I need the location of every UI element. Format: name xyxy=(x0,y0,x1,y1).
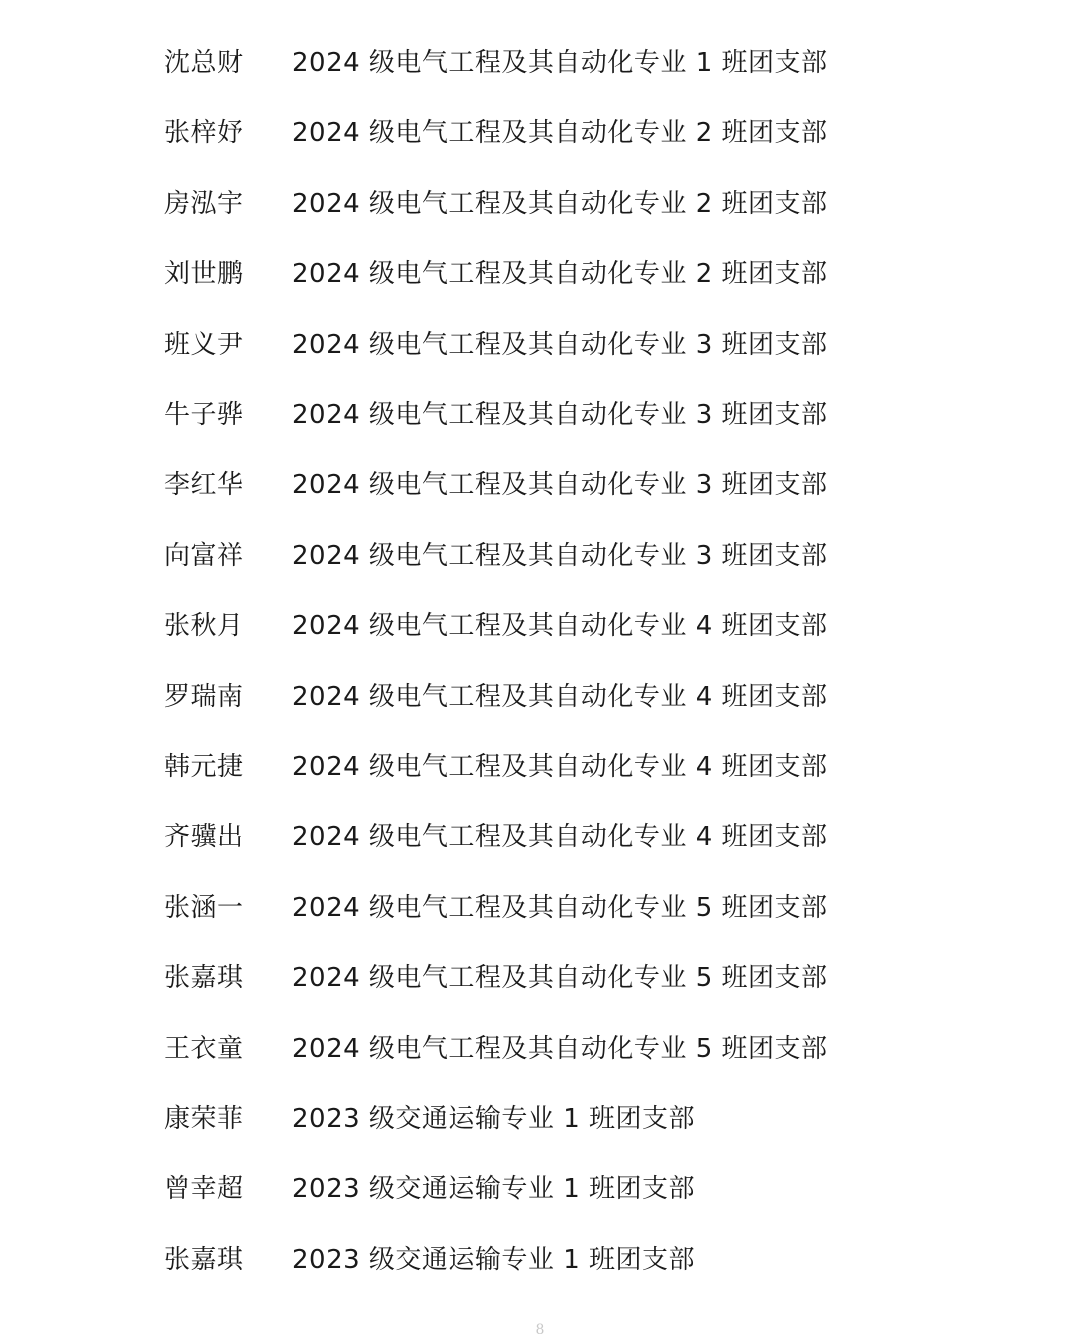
league-branch: 2024 级电气工程及其自动化专业 5 班团支部 xyxy=(292,963,828,994)
member-name: 牛子骅 xyxy=(164,400,244,430)
roster-row xyxy=(0,1014,1080,1084)
roster-row xyxy=(0,591,1080,661)
member-name: 房泓宇 xyxy=(164,188,244,219)
roster-row xyxy=(0,450,1080,520)
member-name: 康荣菲 xyxy=(164,1104,244,1134)
league-branch: 2023 级交通运输专业 1 班团支部 xyxy=(292,1244,696,1275)
member-name: 王衣童 xyxy=(164,1033,244,1064)
league-branch: 2024 级电气工程及其自动化专业 4 班团支部 xyxy=(292,752,828,782)
league-branch: 2024 级电气工程及其自动化专业 5 班团支部 xyxy=(292,1033,828,1064)
league-branch: 2024 级电气工程及其自动化专业 2 班团支部 xyxy=(292,118,828,149)
league-branch: 2024 级电气工程及其自动化专业 4 班团支部 xyxy=(292,822,828,853)
roster-row xyxy=(0,732,1080,802)
league-branch: 2024 级电气工程及其自动化专业 3 班团支部 xyxy=(292,470,828,501)
league-branch: 2024 级电气工程及其自动化专业 1 班团支部 xyxy=(292,48,828,78)
roster-row xyxy=(0,662,1080,732)
member-name: 张梓妤 xyxy=(164,118,244,149)
member-name: 张涵一 xyxy=(164,892,244,923)
member-name: 张秋月 xyxy=(164,611,244,642)
league-branch: 2024 级电气工程及其自动化专业 3 班团支部 xyxy=(292,400,828,430)
league-branch: 2024 级电气工程及其自动化专业 4 班团支部 xyxy=(292,681,828,712)
league-branch: 2024 级电气工程及其自动化专业 2 班团支部 xyxy=(292,259,828,290)
league-branch: 2024 级电气工程及其自动化专业 4 班团支部 xyxy=(292,611,828,642)
member-name: 刘世鹏 xyxy=(164,259,244,290)
member-name: 李红华 xyxy=(164,470,244,501)
roster-row xyxy=(0,239,1080,309)
member-name: 韩元捷 xyxy=(164,752,244,782)
member-name: 向富祥 xyxy=(164,540,244,571)
league-branch: 2024 级电气工程及其自动化专业 2 班团支部 xyxy=(292,188,828,219)
member-name: 罗瑞南 xyxy=(164,681,244,712)
roster-row xyxy=(0,521,1080,591)
roster-row xyxy=(0,873,1080,943)
roster-row xyxy=(0,943,1080,1013)
member-name: 班义尹 xyxy=(164,329,244,360)
member-name: 曾幸超 xyxy=(164,1174,244,1205)
roster-row xyxy=(0,1154,1080,1224)
roster-row xyxy=(0,1084,1080,1154)
roster-row xyxy=(0,28,1080,98)
roster-row xyxy=(0,310,1080,380)
league-branch: 2023 级交通运输专业 1 班团支部 xyxy=(292,1104,696,1134)
roster-row xyxy=(0,802,1080,872)
member-name: 沈总财 xyxy=(164,48,244,78)
roster-row xyxy=(0,169,1080,239)
member-name: 齐骥出 xyxy=(164,822,244,853)
member-name: 张嘉琪 xyxy=(164,963,244,994)
league-branch: 2024 级电气工程及其自动化专业 5 班团支部 xyxy=(292,892,828,923)
roster-row xyxy=(0,98,1080,168)
league-branch: 2023 级交通运输专业 1 班团支部 xyxy=(292,1174,696,1205)
league-branch: 2024 级电气工程及其自动化专业 3 班团支部 xyxy=(292,540,828,571)
page-number: 8 xyxy=(535,1322,545,1338)
league-branch: 2024 级电气工程及其自动化专业 3 班团支部 xyxy=(292,329,828,360)
roster-row xyxy=(0,1225,1080,1295)
roster-row xyxy=(0,380,1080,450)
member-name: 张嘉琪 xyxy=(164,1244,244,1275)
